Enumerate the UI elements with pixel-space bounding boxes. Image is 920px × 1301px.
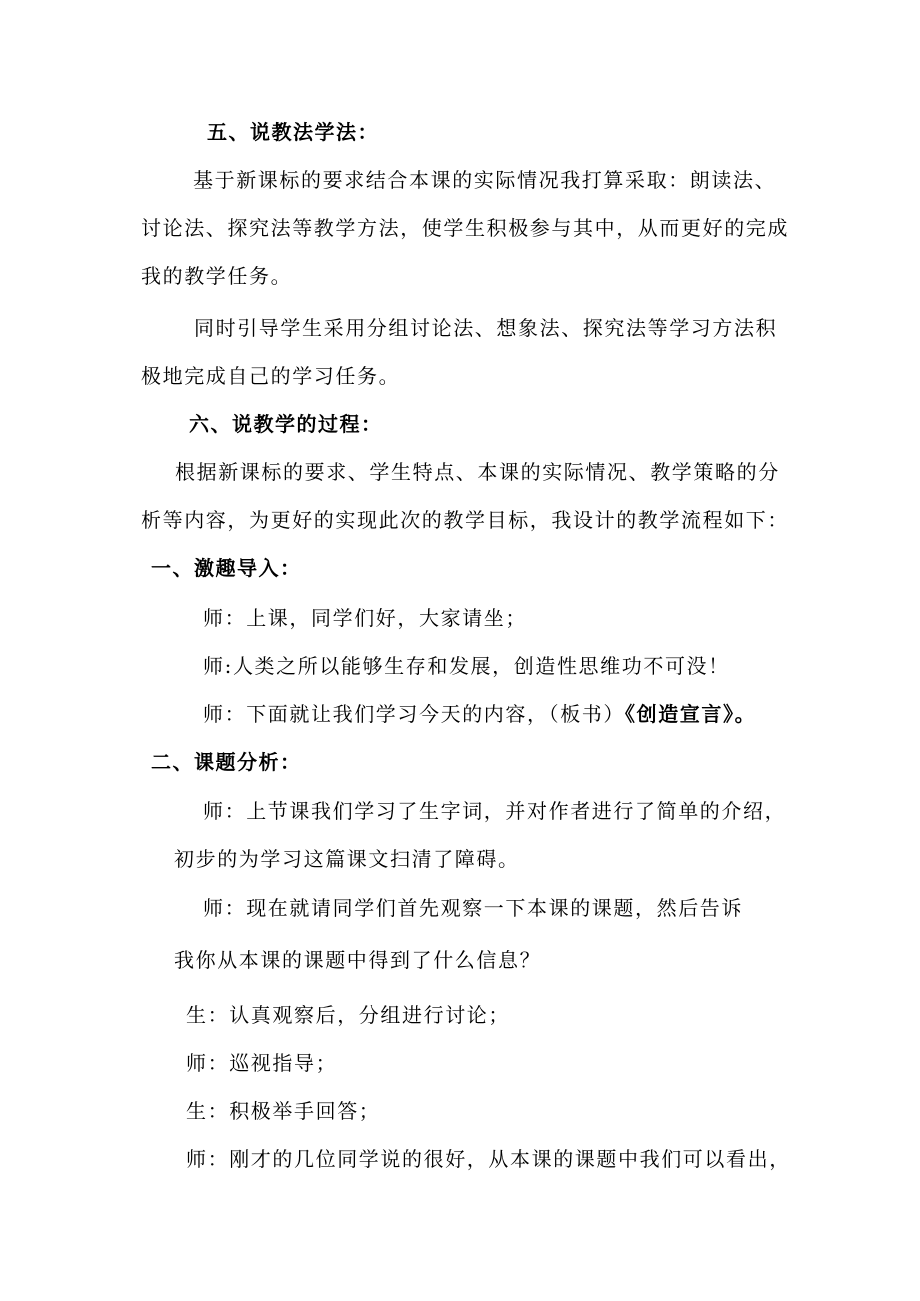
- dialogue-line: 师：刚才的几位同学说的很好，从本课的课题中我们可以看出，: [186, 1147, 791, 1171]
- paragraph-line: 我的教学任务。: [141, 264, 293, 288]
- dialogue-line: 师：巡视指导；: [186, 1051, 338, 1075]
- paragraph-line: 极地完成自己的学习任务。: [141, 364, 401, 388]
- paragraph-line: 根据新课标的要求、学生特点、本课的实际情况、教学策略的分: [175, 460, 780, 484]
- dialogue-line: 我你从本课的课题中得到了什么信息？: [174, 948, 542, 972]
- dialogue-line: 师：上课，同学们好，大家请坐；: [203, 606, 527, 630]
- section-6-title: 六、说教学的过程：: [189, 412, 383, 436]
- part-2-title: 二、课题分析：: [151, 750, 302, 774]
- lesson-title: 《创造宣言》。: [625, 702, 757, 726]
- dialogue-line: [203, 702, 756, 726]
- dialogue-line: 师：现在就请同学们首先观察一下本课的课题，然后告诉: [203, 896, 743, 920]
- dialogue-line: 初步的为学习这篇课文扫清了障碍。: [174, 847, 520, 871]
- paragraph-line: 同时引导学生采用分组讨论法、想象法、探究法等学习方法积: [194, 316, 778, 340]
- part-1-title: 一、激趣导入：: [151, 556, 302, 580]
- dialogue-line: 师:人类之所以能够生存和发展，创造性思维功不可没！: [203, 654, 730, 678]
- dialogue-text: 师：下面就让我们学习今天的内容，（板书）: [203, 702, 625, 726]
- dialogue-line: 生：认真观察后，分组进行讨论；: [186, 1003, 510, 1027]
- section-5-title: 五、说教法学法：: [207, 120, 379, 144]
- paragraph-line: 讨论法、探究法等教学方法，使学生积极参与其中，从而更好的完成: [141, 216, 789, 240]
- paragraph-line: 基于新课标的要求结合本课的实际情况我打算采取：朗读法、: [193, 168, 777, 192]
- paragraph-line: 析等内容，为更好的实现此次的教学目标，我设计的教学流程如下：: [141, 508, 789, 532]
- dialogue-line: 师：上节课我们学习了生字词，并对作者进行了简单的介绍，: [203, 799, 787, 823]
- dialogue-line: 生：积极举手回答；: [186, 1099, 381, 1123]
